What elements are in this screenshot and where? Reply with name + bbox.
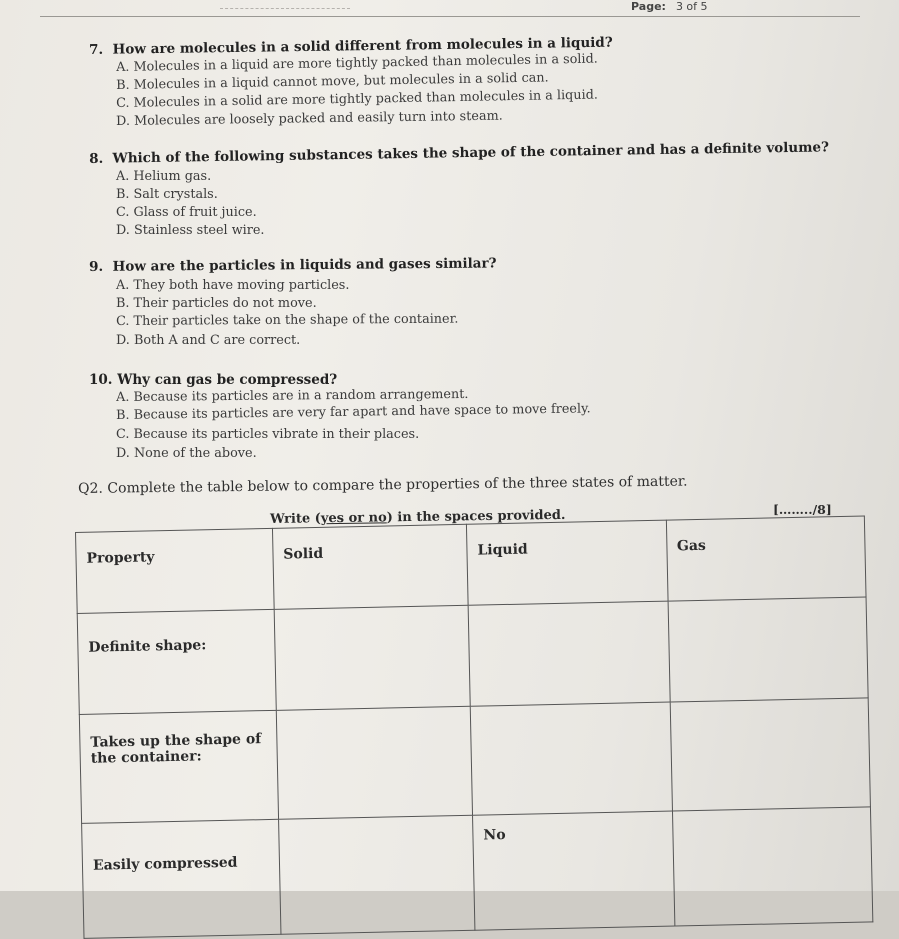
answer-cell-gas[interactable] [672, 807, 873, 926]
header-solid: Solid [272, 524, 468, 609]
header-property: Property [76, 528, 274, 613]
answer-cell-solid[interactable] [274, 605, 470, 710]
question-8-option-c: C. Glass of fruit juice. [116, 205, 257, 220]
answer-cell-solid[interactable] [276, 706, 472, 819]
question-number: 8. [89, 150, 104, 167]
instruction-prefix: Write ( [270, 511, 321, 527]
question-9 [89, 255, 497, 275]
q2-heading: Q2. Complete the table below to compare the properties of the three states of matter. [78, 473, 688, 497]
question-number: 7. [89, 41, 104, 58]
row-property: Takes up the shape of the container: [79, 710, 278, 823]
header-liquid: Liquid [466, 520, 667, 605]
question-8 [89, 139, 829, 167]
question-8-option-d: D. Stainless steel wire. [116, 223, 265, 238]
page-label: Page: [631, 0, 666, 13]
question-text: How are molecules in a solid different from molecules in a liquid? [112, 34, 613, 58]
question-number: 9. [89, 258, 104, 275]
question-number: 10. [89, 372, 113, 388]
question-10-option-b: B. Because its particles are very far apart and have space to move freely. [116, 401, 591, 423]
states-of-matter-table [75, 515, 873, 938]
page-number: 3 of 5 [675, 0, 708, 13]
table-row [82, 807, 873, 938]
question-text: Why can gas be compressed? [117, 372, 338, 388]
question-7-option-a: A. Molecules in a liquid are more tightly packed than molecules in a solid. [116, 51, 598, 75]
answer-cell-liquid[interactable]: No [473, 811, 675, 930]
instruction-yes-no: yes or no [320, 510, 387, 527]
question-9-option-c: C. Their particles take on the shape of the container. [116, 311, 459, 329]
question-8-option-b: B. Salt crystals. [116, 187, 218, 202]
question-10-option-c: C. Because its particles vibrate in their places. [116, 427, 420, 442]
table-row [79, 698, 870, 823]
answer-cell-liquid[interactable] [468, 601, 670, 706]
question-7-option-c: C. Molecules in a solid are more tightly packed than molecules in a liquid. [116, 87, 599, 111]
answer-cell-liquid[interactable] [470, 702, 672, 815]
question-10-option-d: D. None of the above. [116, 446, 257, 461]
answer-cell-gas[interactable] [668, 597, 869, 702]
question-10 [89, 372, 337, 388]
question-text: How are the particles in liquids and gases similar? [112, 255, 497, 275]
question-8-option-a: A. Helium gas. [116, 169, 212, 184]
question-7-option-d: D. Molecules are loosely packed and easily turn into steam. [116, 108, 503, 129]
header-gas: Gas [666, 516, 866, 601]
row-property: Definite shape: [77, 609, 276, 714]
question-7-option-b: B. Molecules in a liquid cannot move, but molecules in a solid can. [116, 70, 549, 93]
instruction-suffix: ) in the spaces provided. [386, 507, 566, 526]
table-row [77, 597, 868, 715]
q2-marks: [……../8] [773, 502, 832, 517]
row-property: Easily compressed [82, 819, 281, 938]
question-10-option-a: A. Because its particles are in a random arrangement. [116, 386, 469, 405]
question-text: Which of the following substances takes the shape of the container and has a definite volume? [112, 139, 830, 167]
question-9-option-d: D. Both A and C are correct. [116, 333, 301, 348]
question-9-option-b: B. Their particles do not move. [116, 296, 317, 311]
answer-cell-gas[interactable] [670, 698, 871, 811]
question-9-option-a: A. They both have moving particles. [116, 278, 350, 293]
answer-cell-solid[interactable] [278, 815, 475, 934]
